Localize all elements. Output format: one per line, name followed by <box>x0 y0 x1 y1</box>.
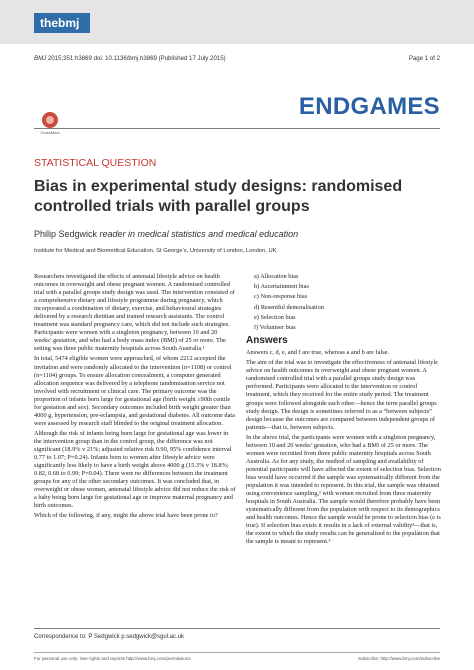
question-column <box>34 273 236 522</box>
option-item: f) Volunteer bias <box>254 324 296 332</box>
crossmark-badge[interactable] <box>37 112 63 140</box>
correspondence-line: Correspondence to: P Sedgwick p.sedgwick@sgul.ac.uk <box>34 634 185 640</box>
citation-line <box>34 55 226 62</box>
answer-paragraph: In the above trial, the participants were women with a singleton pregnancy, between 10 and 20 weeks’ gestation, who had a BMI of 25 or more. The women were recruited from three public maternity hospitals across South Australia. As for any study, the method of sampling and availability of potential participants will have affected the extent of selection bias. Selection bias would have occurred if the sample was systematically different from the population it was intended to represent. In this trial, the sample was obtained using convenience sampling,² with women recruited from three maternity hospitals in South Australia. The sample would therefore probably have been systematically different from the population with respect to its demographics and health outcomes. Hence the sample would be prone to selection bias (e is true). If selection bias exists it results in a lack of external validity³—that is, the extent to which the study results can be generalised to the population that the sample is meant to represent.³ <box>246 433 441 546</box>
article-title: Bias in experimental study designs: randomised controlled trials with parallel groups <box>34 178 403 215</box>
page-footer <box>34 652 440 664</box>
author-name: Philip Sedgwick <box>34 229 100 239</box>
journal-header-bar <box>0 0 474 44</box>
author-role: reader in medical statistics and medical education <box>99 229 299 239</box>
footer-permissions-link[interactable]: For personal use only: See rights and reprints http://www.bmj.com/permissions <box>34 656 191 661</box>
header-divider <box>34 128 440 129</box>
option-item: b) Ascertainment bias <box>254 283 309 291</box>
bmj-logo[interactable]: thebmj <box>34 13 90 33</box>
option-item: d) Resentful demoralisation <box>254 303 324 311</box>
option-item: c) Non-response bias <box>254 293 308 301</box>
crossmark-label: CrossMark <box>40 130 60 135</box>
answer-paragraph: Answers c, d, e, and f are true, whereas a and b are false. <box>246 349 390 357</box>
answer-paragraph: The aim of the trial was to investigate the effectiveness of antenatal lifestyle advice on health outcomes in overweight and obese pregnant women. A randomised controlled trial with a parallel groups study design was performed. Participants were allocated to the intervention or control treatment, which they received for the entire study period. The treatment groups were followed alongside each other—hence the term parallel groups study design. The design is sometimes referred to as a “between subjects” design because the outcomes are compared between independent groups of patients—that is, between subjects. <box>246 359 438 431</box>
crossmark-icon <box>42 112 58 128</box>
page-indicator: Page 1 of 2 <box>408 55 440 62</box>
author-affiliation: Institute for Medical and Biomedical Education, St George’s, University of London, London, UK <box>34 248 277 254</box>
section-banner: ENDGAMES <box>298 93 440 120</box>
question-paragraph: Researchers investigated the effects of antenatal lifestyle advice on health outcomes in overweight and obese pregnant women. A randomised controlled trial with a parallel groups study design was used. The intervention consisted of a comprehensive dietary and lifestyle programme during pregnancy, which incorporated a combination of dietary, exercise, and behavioural strategies delivered by a research dietitian and trained research assistants. The control treatment was standard pregnancy care, which did not include such strategies. Participants were women with a singleton pregnancy, between 10 and 20 weeks’ gestation, and who had a body mass index (BMI) of 25 or more. The setting was three public maternity hospitals across South Australia.¹ <box>34 273 235 353</box>
answers-heading: Answers <box>246 335 288 347</box>
option-item: e) Selection bias <box>254 313 296 321</box>
correspondence-divider <box>34 628 440 629</box>
author-line <box>34 229 298 239</box>
answers-column <box>246 272 442 548</box>
footer-subscribe-link[interactable]: Subscribe: http://www.bmj.com/subscribe <box>357 656 440 661</box>
question-paragraph: In total, 5474 eligible women were approached, of whom 2212 accepted the invitation and were randomly allocated to the intervention (n=1108) or control (n=1104) groups. To ensure allocation concealment, a computer generated allocation sequence was delivered by a telephone randomisation service not involved with recruitment or clinical care. The primary outcome was the proportion of infants born large for gestational age (birth weight ≥90th centile for gestation and sex). Secondary outcomes included birth weight greater than 4000 g, hypertension, pre-eclampsia, and gestational diabetes. All outcome data were assessed by research staff blinded to the original treatment allocation. <box>34 355 235 427</box>
citation-details: 2015;351:h3869 doi: 10.1136/bmj.h3869 (Published 17 July 2015) <box>46 55 226 62</box>
option-item: a) Allocation bias <box>254 273 299 280</box>
question-prompt: Which of the following, if any, might the above trial have been prone to? <box>34 512 218 520</box>
question-paragraph: Although the risk of infants being born large for gestational age was lower in the intervention group than in the control group, the difference was not significant (18.9% v 21%; adjusted relative risk 0.90, 95% confidence interval 0.77 to 1.07; P=0.24). Infants born to women after lifestyle advice were significantly less likely to have a birth weight above 4000 g (15.3% v 18.8%; 0.82, 0.68 to 0.99; P=0.04). There were no differences between the treatment groups for any of the other secondary outcomes. It was concluded that, in overweight or obese women, antenatal lifestyle advice did not reduce the risk of a baby being born large for gestational age or improve maternal pregnancy and birth outcomes. <box>34 429 236 510</box>
citation-journal: BMJ <box>34 55 47 62</box>
section-label: STATISTICAL QUESTION <box>34 157 157 169</box>
